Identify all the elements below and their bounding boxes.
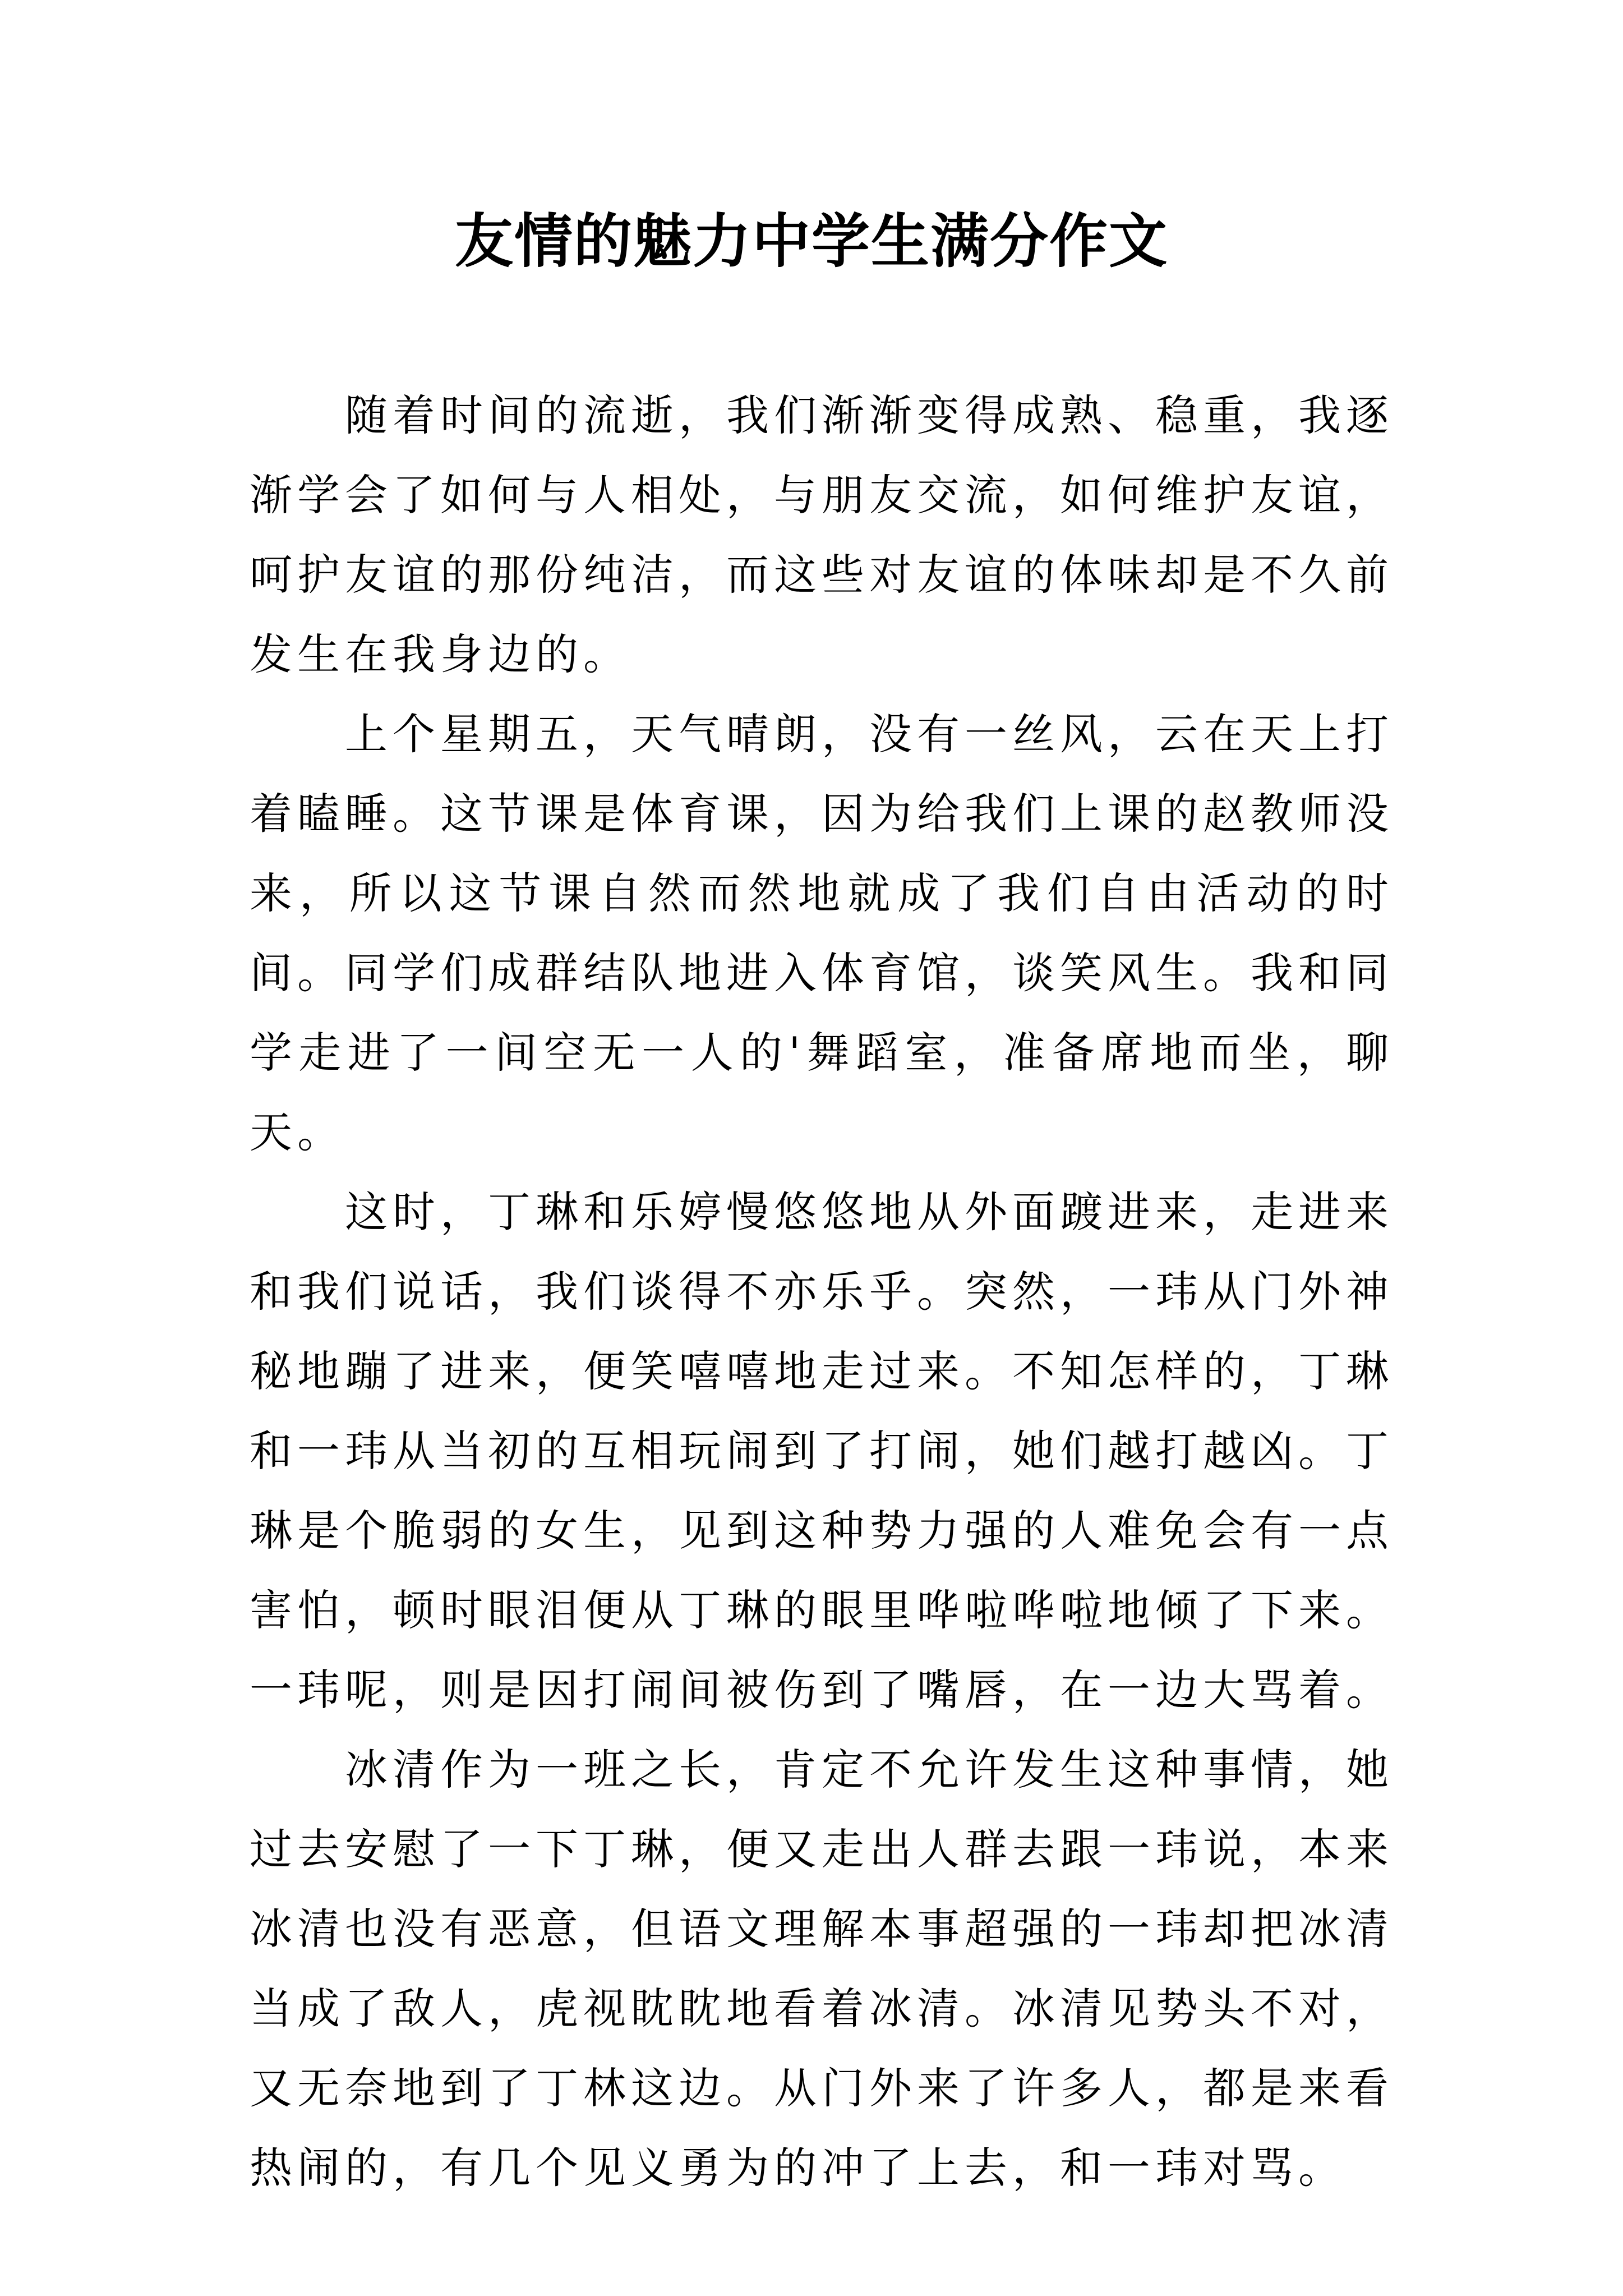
paragraph-1: 随着时间的流逝，我们渐渐变得成熟、稳重，我逐渐学会了如何与人相处，与朋友交流，如何维护友谊，呵护友谊的那份纯洁，而这些对友谊的体味却是不久前发生在我身边的。	[250, 390, 1394, 679]
document-title: 友情的魅力中学生满分作文	[454, 206, 1168, 275]
paragraph-3: 这时，丁琳和乐婷慢悠悠地从外面踱进来，走进来和我们说话，我们谈得不亦乐乎。突然，一玮从门外神秘地蹦了进来，便笑嘻嘻地走过来。不知怎样的，丁琳和一玮从当初的互相玩闹到了打闹，她们越打越凶。丁琳是个脆弱的女生，见到这种势力强的人难免会有一点害怕，顿时眼泪便从丁琳的眼里哗啦哗啦地倾了下来。一玮呢，则是因打闹间被伤到了嘴唇，在一边大骂着。	[250, 1187, 1394, 1715]
document-body	[250, 376, 1394, 2208]
paragraph-2: 上个星期五，天气晴朗，没有一丝风，云在天上打着瞌睡。这节课是体育课，因为给我们上课的赵教师没来，所以这节课自然而然地就成了我们自由活动的时间。同学们成群结队地进入体育馆，谈笑风生。我和同学走进了一间空无一人的'舞蹈室，准备席地而坐，聊天。	[250, 709, 1394, 1157]
paragraph-4: 冰清作为一班之长，肯定不允许发生这种事情，她过去安慰了一下丁琳，便又走出人群去跟一玮说，本来冰清也没有恶意，但语文理解本事超强的一玮却把冰清当成了敌人，虎视眈眈地看着冰清。冰清见势头不对，又无奈地到了丁林这边。从门外来了许多人，都是来看热闹的，有几个见义勇为的冲了上去，和一玮对骂。	[250, 1745, 1394, 2193]
